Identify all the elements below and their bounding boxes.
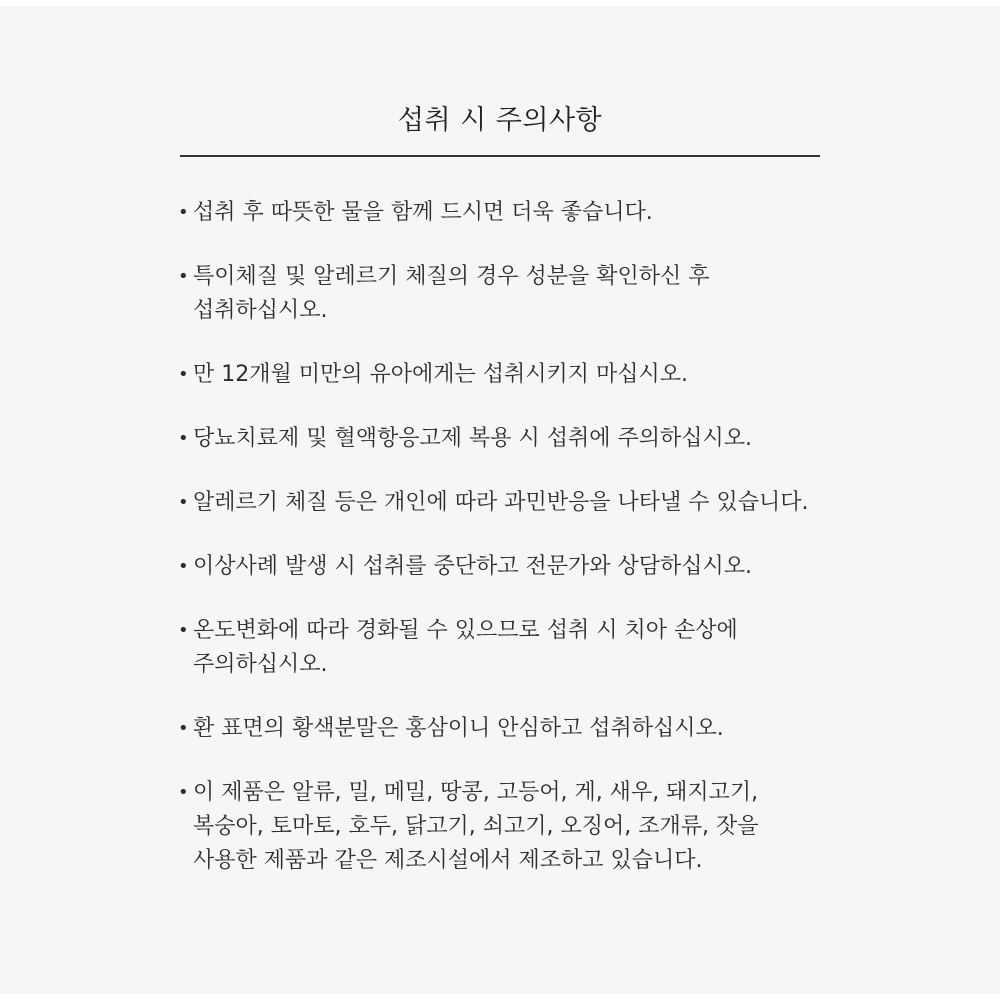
bullet-icon: • [178,556,189,577]
precaution-text: 환 표면의 황색분말은 홍삼이니 안심하고 섭취하십시오. [193,716,724,741]
precaution-item [176,260,836,328]
bullet-icon: • [178,202,189,223]
precaution-item [176,550,836,584]
precaution-item [176,196,836,230]
page-title: 섭취 시 주의사항 [397,105,603,136]
precaution-list [176,196,836,908]
bullet-icon: • [178,620,189,641]
precaution-text: 이상사례 발생 시 섭취를 중단하고 전문가와 상담하십시오. [193,554,753,579]
precaution-item [176,776,836,878]
bullet-icon: • [178,492,189,513]
precaution-text: 당뇨치료제 및 혈액항응고제 복용 시 섭취에 주의하십시오. [193,426,753,451]
precaution-item [176,486,836,520]
precaution-item [176,614,836,682]
bullet-icon: • [178,782,189,803]
precaution-text: 온도변화에 따라 경화될 수 있으므로 섭취 시 치아 손상에 주의하십시오. [193,618,738,677]
precaution-text: 이 제품은 알류, 밀, 메밀, 땅콩, 고등어, 게, 새우, 돼지고기, 복숭아, 토마토, 호두, 닭고기, 쇠고기, 오징어, 조개류, 잣을 사용한 제품과 같은 제조시설에서 제조하고 있습니다. [193,780,759,873]
precaution-text: 특이체질 및 알레르기 체질의 경우 성분을 확인하신 후 섭취하십시오. [193,264,710,323]
precaution-text: 알레르기 체질 등은 개인에 따라 과민반응을 나타낼 수 있습니다. [193,490,809,515]
title-divider [180,155,820,157]
precaution-text: 만 12개월 미만의 유아에게는 섭취시키지 마십시오. [193,362,688,387]
precaution-text: 섭취 후 따뜻한 물을 함께 드시면 더욱 좋습니다. [193,200,653,225]
precaution-item [176,712,836,746]
bullet-icon: • [178,266,189,287]
bullet-icon: • [178,428,189,449]
precaution-item [176,422,836,456]
bullet-icon: • [178,364,189,385]
precaution-item [176,358,836,392]
bullet-icon: • [178,718,189,739]
